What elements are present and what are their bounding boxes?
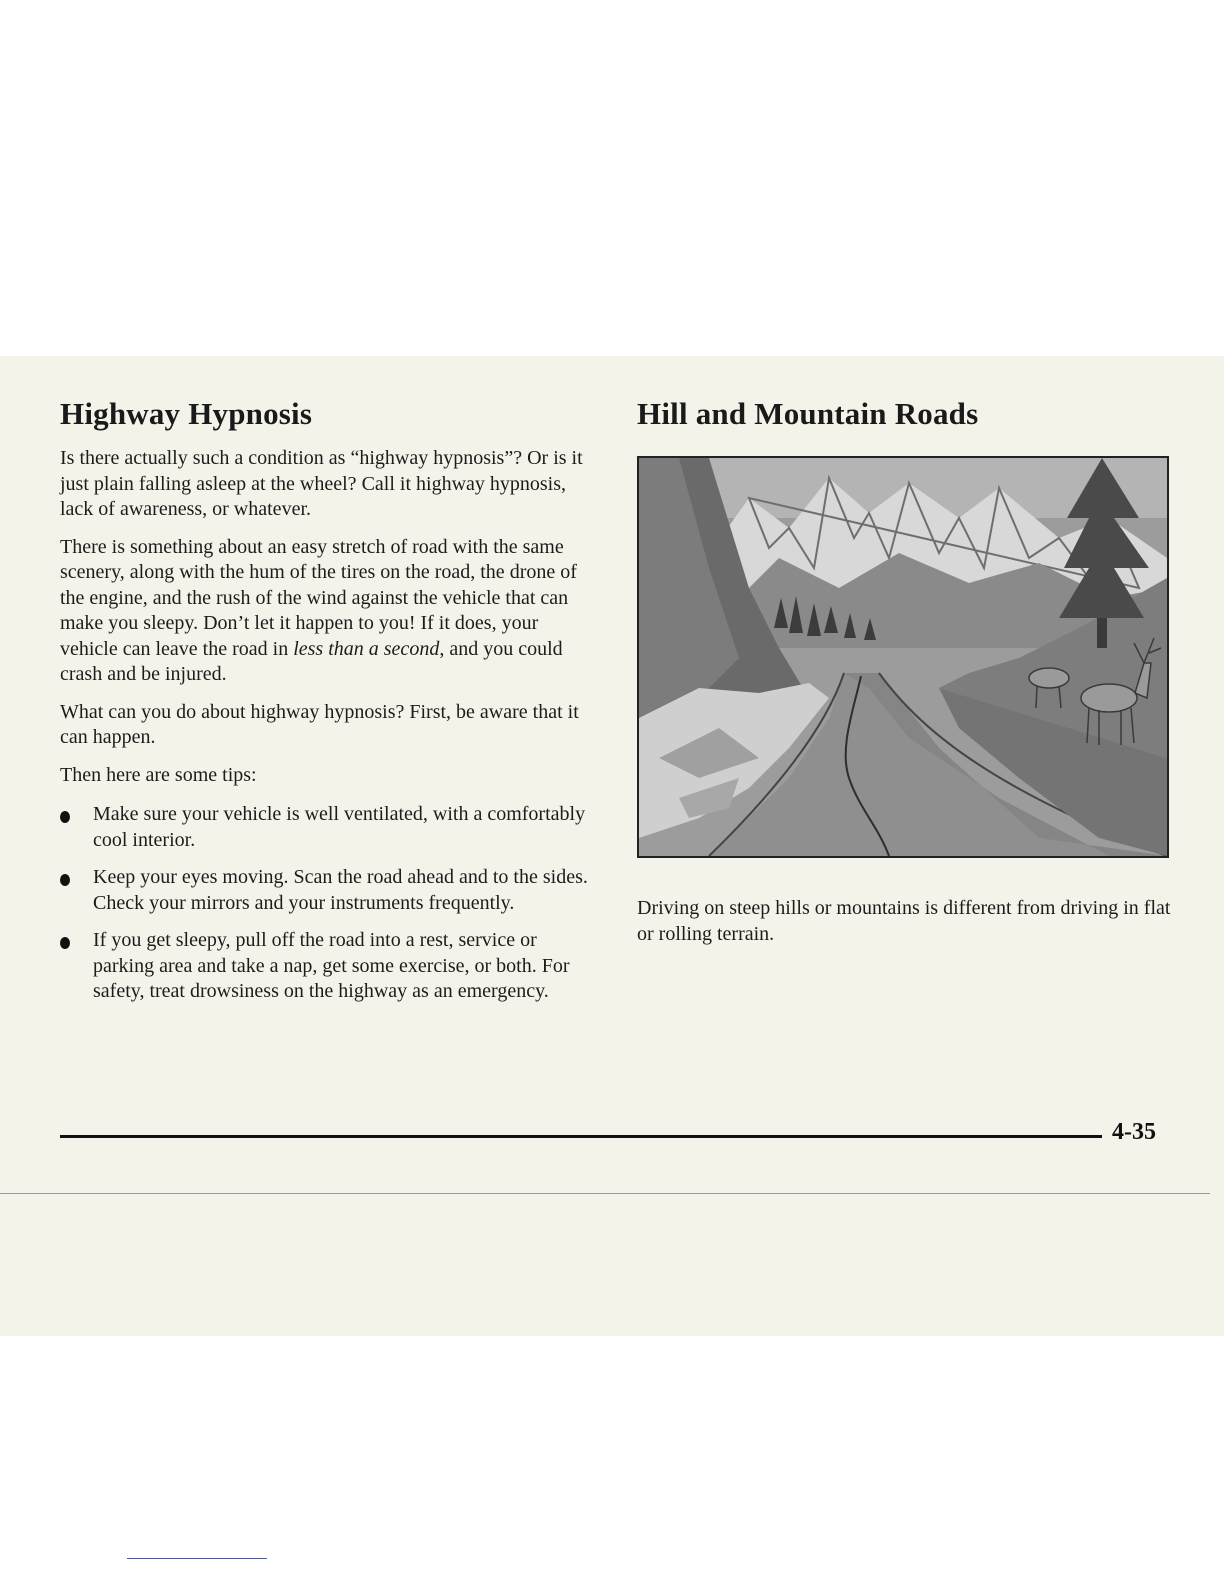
list-item: Keep your eyes moving. Scan the road ahead and to the sides. Check your mirrors and your instruments frequently. [60, 865, 600, 916]
paragraph: There is something about an easy stretch of road with the same scenery, along with the hum of the tires on the road, the drone of the engine, and the rush of the wind against the vehicle that can make you sleepy. Don’t let it happen to you! If it does, your vehicle can leave the road in less than a second, and you could crash and be injured. [60, 535, 577, 685]
section-heading-hill-mountain-roads: Hill and Mountain Roads [637, 396, 979, 431]
emphasis-text: less than a second [293, 637, 440, 660]
list-item: If you get sleepy, pull off the road into a rest, service or parking area and take a nap, get some exercise, or both. For safety, treat drowsiness on the highway as an emergency. [60, 928, 600, 1005]
paragraph: What can you do about highway hypnosis? First, be aware that it can happen. [60, 700, 579, 748]
paragraph: Is there actually such a condition as “highway hypnosis”? Or is it just plain falling asleep at the wheel? Call it highway hypnosis, lack of awareness, or whatever. [60, 447, 583, 520]
mountain-road-illustration [637, 456, 1169, 858]
bullet-icon [60, 937, 70, 949]
hill-mountain-roads-section [637, 396, 1177, 959]
tips-list [60, 802, 600, 1005]
link-underline [127, 1558, 267, 1559]
footer-rule [60, 1135, 1102, 1138]
scan-edge-line [0, 1193, 1210, 1194]
bullet-icon [60, 811, 70, 823]
bullet-icon [60, 874, 70, 886]
section-heading-highway-hypnosis: Highway Hypnosis [60, 396, 313, 431]
paragraph: Driving on steep hills or mountains is different from driving in flat or rolling terrain. [637, 897, 1171, 945]
paragraph: Then here are some tips: [60, 763, 257, 786]
highway-hypnosis-section [60, 396, 600, 1017]
list-item: Make sure your vehicle is well ventilated, with a comfortably cool interior. [60, 802, 600, 853]
page-number: 4-35 [1112, 1119, 1156, 1145]
